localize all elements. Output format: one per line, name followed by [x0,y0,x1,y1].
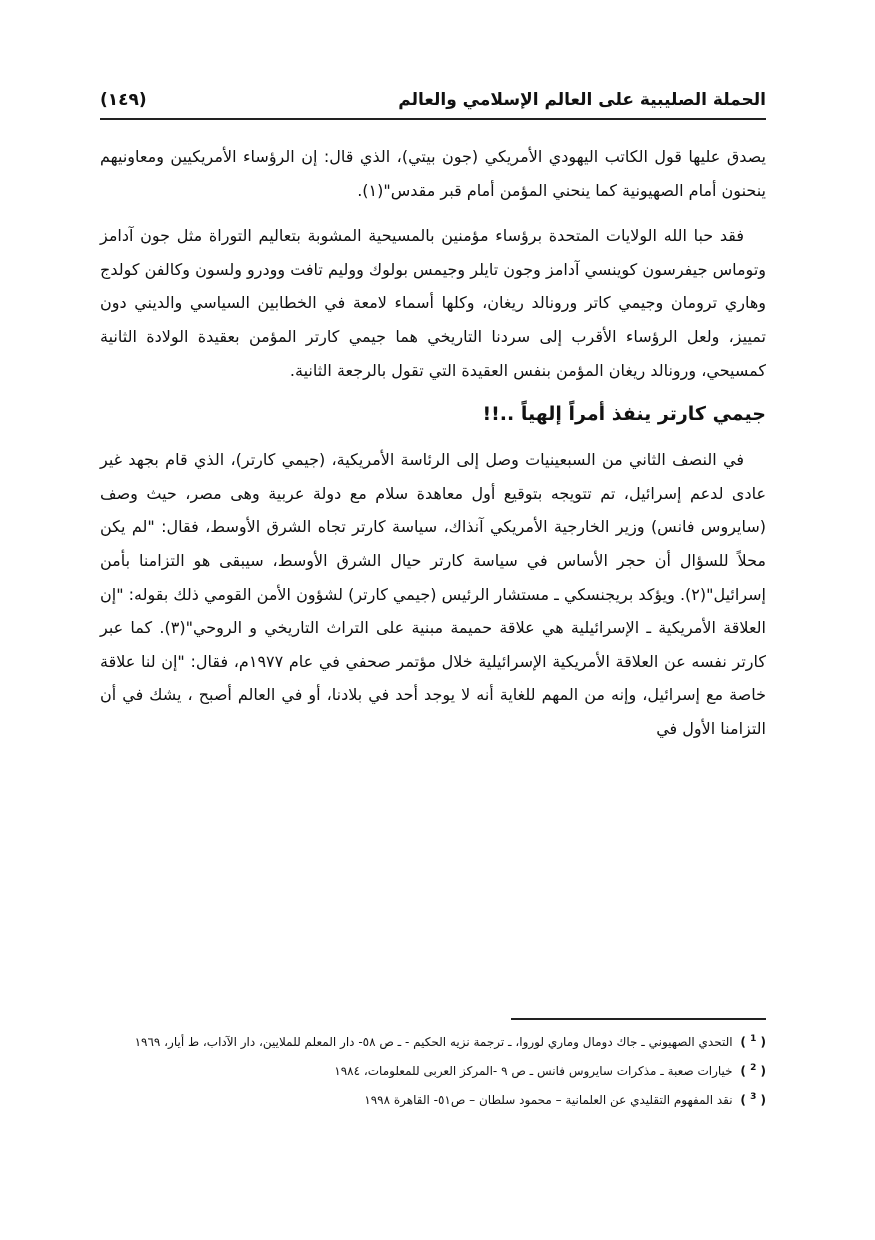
page-number: (١٤٩) [100,90,147,110]
footnote-marker: ( $^2$ ) [740,1063,766,1078]
paragraph-2: فقد حبا الله الولايات المتحدة برؤساء مؤمنين بالمسيحية المشوبة بتعاليم التوراة مثل جون آدامز وتوماس جيفرسون كوينسي آدامز وجون تايلر وجيمس بولوك ووليم تافت وودرو ولسون وكالفن كولدج وهاري ترومان وجيمي كاتر ورونالد ريغان، وكلها أسماء لامعة في الخطابين السياسي والديني دون تمييز، ولعل الرؤساء الأقرب إلى سردنا التاريخي هما جيمي كارتر المؤمن بعقيدة الولادة الثانية كمسيحي، ورونالد ريغان المؤمن بنفس العقيدة التي تقول بالرجعة الثانية. [100,226,766,380]
running-title: الحملة الصليبية على العالم الإسلامي والعالم [398,90,766,110]
footnote-1 [100,1028,766,1054]
section-heading: جيمي كارتر ينفذ أمراً إلهياً ..!! [482,403,766,426]
footnote-marker: ( $^3$ ) [740,1092,766,1107]
footnote-text: نقد المفهوم التقليدي عن العلمانية – محمود سلطان – ص٥١- القاهرة ١٩٩٨ [364,1093,733,1107]
footnote-divider [511,1018,766,1020]
footnote-text: خيارات صعبة ـ مذكرات سايروس فانس ـ ص ٩ -المركز العربى للمعلومات، ١٩٨٤ [334,1064,733,1078]
paragraph-3: في النصف الثاني من السبعينيات وصل إلى الرئاسة الأمريكية، (جيمي كارتر)، الذي قام بجهد غير عادى لدعم إسرائيل، تم تتويجه بتوقيع أول معاهدة سلام مع دولة عربية وهى مصر، حيث وصف (سايروس فانس) وزير الخارجية الأمريكي آنذاك، سياسة كارتر تجاه الشرق الأوسط، فقال: "لم يكن محلاً للسؤال أن حجر الأساس في سياسة كارتر حيال الشرق الأوسط، سيبقى هو التزامنا بأمن إسرائيل"(٢). ويؤكد بريجنسكي ـ مستشار الرئيس (جيمي كارتر) لشؤون الأمن القومي ذلك بقوله: "إن العلاقة الأمريكية ـ الإسرائيلية هي علاقة حميمة مبنية على التراث التاريخي و الروحي"(٣). كما عبر كارتر نفسه عن العلاقة الأمريكية الإسرائيلية خلال مؤتمر صحفي في عام ١٩٧٧م، فقال: "إن لنا علاقة خاصة مع إسرائيل، وإنه من المهم للغاية أنه لا يوجد أحد في بلادنا، أو في العالم أصبح ، يشك في أن التزامنا الأول في [100,450,767,738]
body-text [100,140,766,758]
footnote-text: التحدي الصهيوني ـ جاك دومال وماري لوروا، ـ ترجمة نزيه الحكيم - ـ ص ٥٨- دار المعلم للملايين، دار الآداب، ط أيار، ١٩٦٩ [134,1035,733,1049]
paragraph-1: يصدق عليها قول الكاتب اليهودي الأمريكي (جون بيتي)، الذي قال: إن الرؤساء الأمريكيين ومعاونيهم ينحنون أمام الصهيونية كما ينحني المؤمن أمام قبر مقدس"(١). [100,147,766,200]
page-header [100,82,766,120]
footnotes [100,1028,766,1115]
footnote-2 [100,1057,766,1083]
footnote-marker: ( $^1$ ) [740,1034,766,1049]
footnote-3 [100,1086,766,1112]
